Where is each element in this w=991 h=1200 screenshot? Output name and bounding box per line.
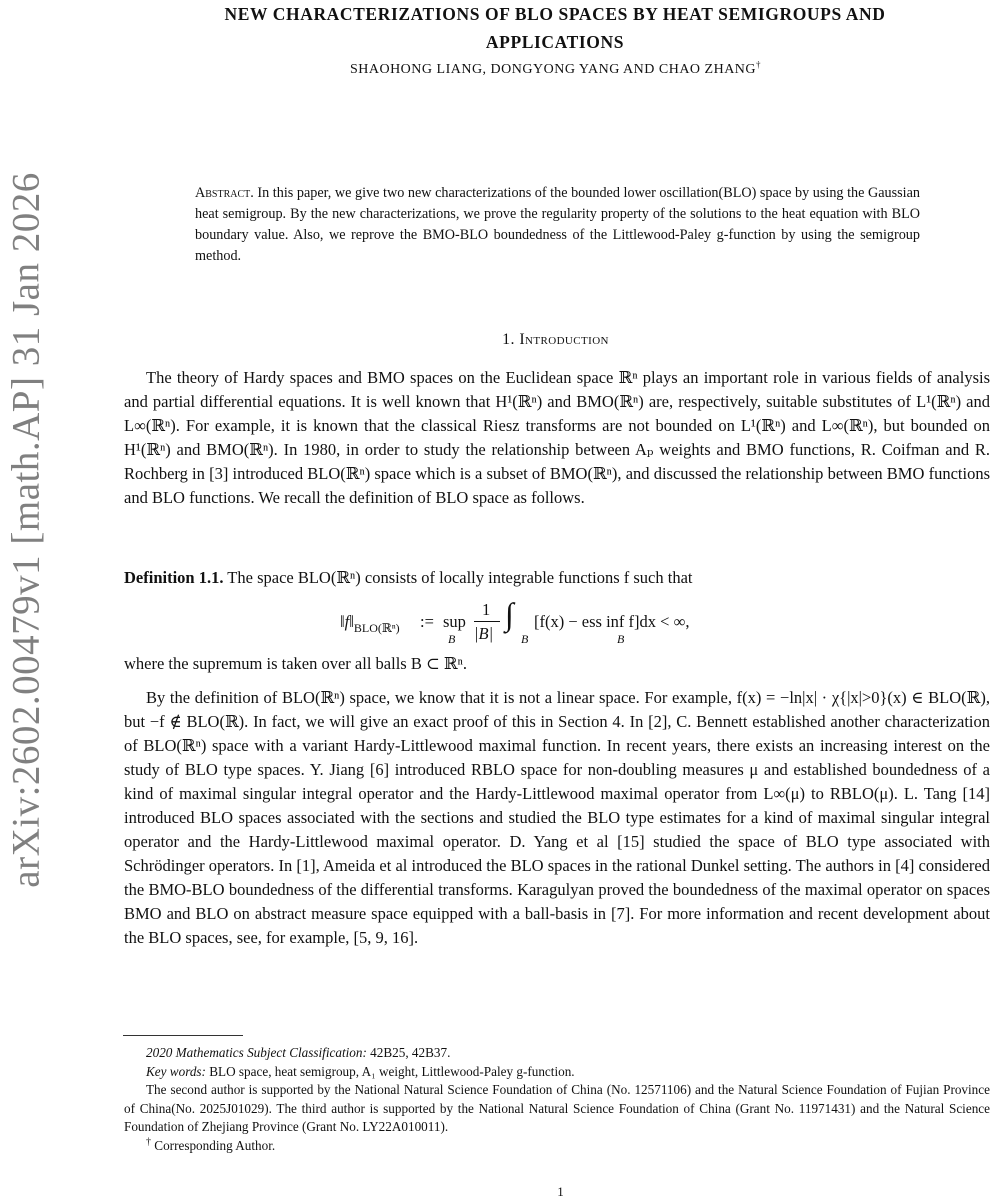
abstract xyxy=(195,183,920,267)
formula-frac-bar xyxy=(474,621,500,622)
body-paragraph xyxy=(124,686,990,950)
msc-label: 2020 Mathematics Subject Classification: xyxy=(146,1045,367,1060)
funding-text: The second author is supported by the National Natural Science Foundation of China (No. 12571106) and the Natural Science Foundation of Fujian Province of China(No. 2025J01029). The third author is supported by the National Natural Science Foundation of China (Grant No. 11971431) and the Natural Science Foundation of Zhejiang Province (Grant No. LY22A010011). xyxy=(124,1082,990,1134)
formula-lhs: $‖f‖_{BLO(ℝ^n)}$ xyxy=(340,612,400,635)
page-number: 1 xyxy=(557,1184,564,1199)
keywords-label: Key words: xyxy=(146,1063,206,1079)
intro-paragraph xyxy=(124,366,990,510)
msc-value: 42B25, 42B37. xyxy=(370,1045,451,1060)
definition-where xyxy=(124,652,990,676)
formula-sup-sub: B xyxy=(448,632,456,646)
corresponding-dagger: † xyxy=(756,59,762,70)
formula-frac-den: |B| xyxy=(474,624,494,643)
footnote-rule xyxy=(123,1035,243,1036)
footnote-funding xyxy=(124,1081,990,1137)
keywords-value: BLO space, heat semigroup, A₁ weight, Littlewood-Paley g-function. xyxy=(209,1063,575,1079)
formula-integral: ∫ xyxy=(505,596,514,632)
formula-int-sub: B xyxy=(521,632,529,646)
definition-block xyxy=(124,566,990,590)
section-heading xyxy=(120,331,991,349)
body-paragraph-text: By the definition of BLO(ℝⁿ) space, we know that it is not a linear space. For example, f(x) = −ln|x| · χ{|x|>0}(x) ∈ BLO(ℝ), but −f ∉ BLO(ℝ). In fact, we will give an exact proof of this in Section 4. In [2], C. Bennett established another characterization of BLO(ℝⁿ) space with a variant Hardy-Littlewood maximal function. In recent years, there exists an increasing interest on the study of BLO type spaces. Y. Jiang [6] introduced RBLO space for non-doubling measures μ and established boundedness of a kind of maximal singular integral operator and the Hardy-Littlewood maximal operator from L∞(μ) to RBLO(μ). L. Tang [14] introduced BLO spaces associated with the sections and studied the BLO type estimates for a kind of maximal singular integral operator and the Hardy-Littlewood maximal operator. D. Yang et al [15] studied the space of BLO type associated with Schrödinger operators. In [1], Ameida et al introduced the BLO spaces in the rational Dunkel setting. The authors in [4] considered the BMO-BLO boundedness of the differential transforms. Karagulyan proved the boundedness of the maximal operator on spaces BMO and BLO on abstract measure space equipped with a ball-basis in [7]. For more information and recent development about the BLO spaces, see, for example, [5, 9, 16]. xyxy=(124,688,990,947)
abstract-text: In this paper, we give two new characterizations of the bounded lower oscillation(BLO) space by using the Gaussian heat semigroup. By the new characterizations, we prove the regularity property of the solutions to the heat equation with BLO boundary value. Also, we reprove the BMO-BLO boundedness of the Littlewood-Paley g-function by using the semigroup method. xyxy=(195,185,921,264)
title-line-1: NEW CHARACTERIZATIONS OF BLO SPACES BY HEAT SEMIGROUPS AND xyxy=(224,4,886,24)
arxiv-stamp xyxy=(4,165,48,895)
section-number: 1. xyxy=(502,331,515,348)
definition-where-text: where the supremum is taken over all balls B ⊂ ℝⁿ. xyxy=(124,654,467,673)
corresponding-text: Corresponding Author. xyxy=(154,1137,276,1153)
author-list xyxy=(120,59,991,78)
formula-sup: sup xyxy=(443,612,466,631)
formula-defeq: := xyxy=(420,612,434,631)
formula-integrand: [f(x) − ess inf f]dx < ∞, xyxy=(534,612,690,631)
intro-paragraph-text: The theory of Hardy spaces and BMO spaces on the Euclidean space ℝⁿ plays an important role in various fields of analysis and partial differential equations. It is well known that H¹(ℝⁿ) and BMO(ℝⁿ) are, respectively, suitable substitutes of L¹(ℝⁿ) and L∞(ℝⁿ). For example, it is known that the classical Riesz transforms are not bounded on L¹(ℝⁿ) and L∞(ℝⁿ), but bounded on H¹(ℝⁿ) and BMO(ℝⁿ). In 1980, in order to study the relationship between Aₚ weights and BMO functions, R. Coifman and R. Rochberg in [3] introduced BLO(ℝⁿ) space which is a subset of BMO(ℝⁿ), and discussed the relationship between BMO functions and BLO functions. We recall the definition of BLO space as follows. xyxy=(124,368,990,507)
section-title: Introduction xyxy=(519,331,609,348)
arxiv-stamp-text: arXiv:2602.00479v1 [math.AP] 31 Jan 2026 xyxy=(4,172,48,888)
authors-text: SHAOHONG LIANG, DONGYONG YANG AND CHAO ZHANG xyxy=(349,62,757,77)
abstract-label: Abstract. xyxy=(195,185,254,201)
paper-title xyxy=(110,0,991,56)
blo-norm-formula xyxy=(340,596,840,652)
footnote-keywords xyxy=(124,1063,990,1082)
footnote-msc xyxy=(124,1044,990,1063)
footnote-corresponding xyxy=(124,1137,990,1156)
title-line-2: APPLICATIONS xyxy=(485,32,625,52)
formula-essinf-sub: B xyxy=(617,632,625,646)
definition-text: The space BLO(ℝⁿ) consists of locally integrable functions f such that xyxy=(227,568,693,587)
definition-label: Definition 1.1. xyxy=(124,568,224,587)
formula-frac-num: 1 xyxy=(482,600,491,619)
corresponding-mark: † xyxy=(146,1136,151,1148)
footnotes xyxy=(124,1044,990,1155)
